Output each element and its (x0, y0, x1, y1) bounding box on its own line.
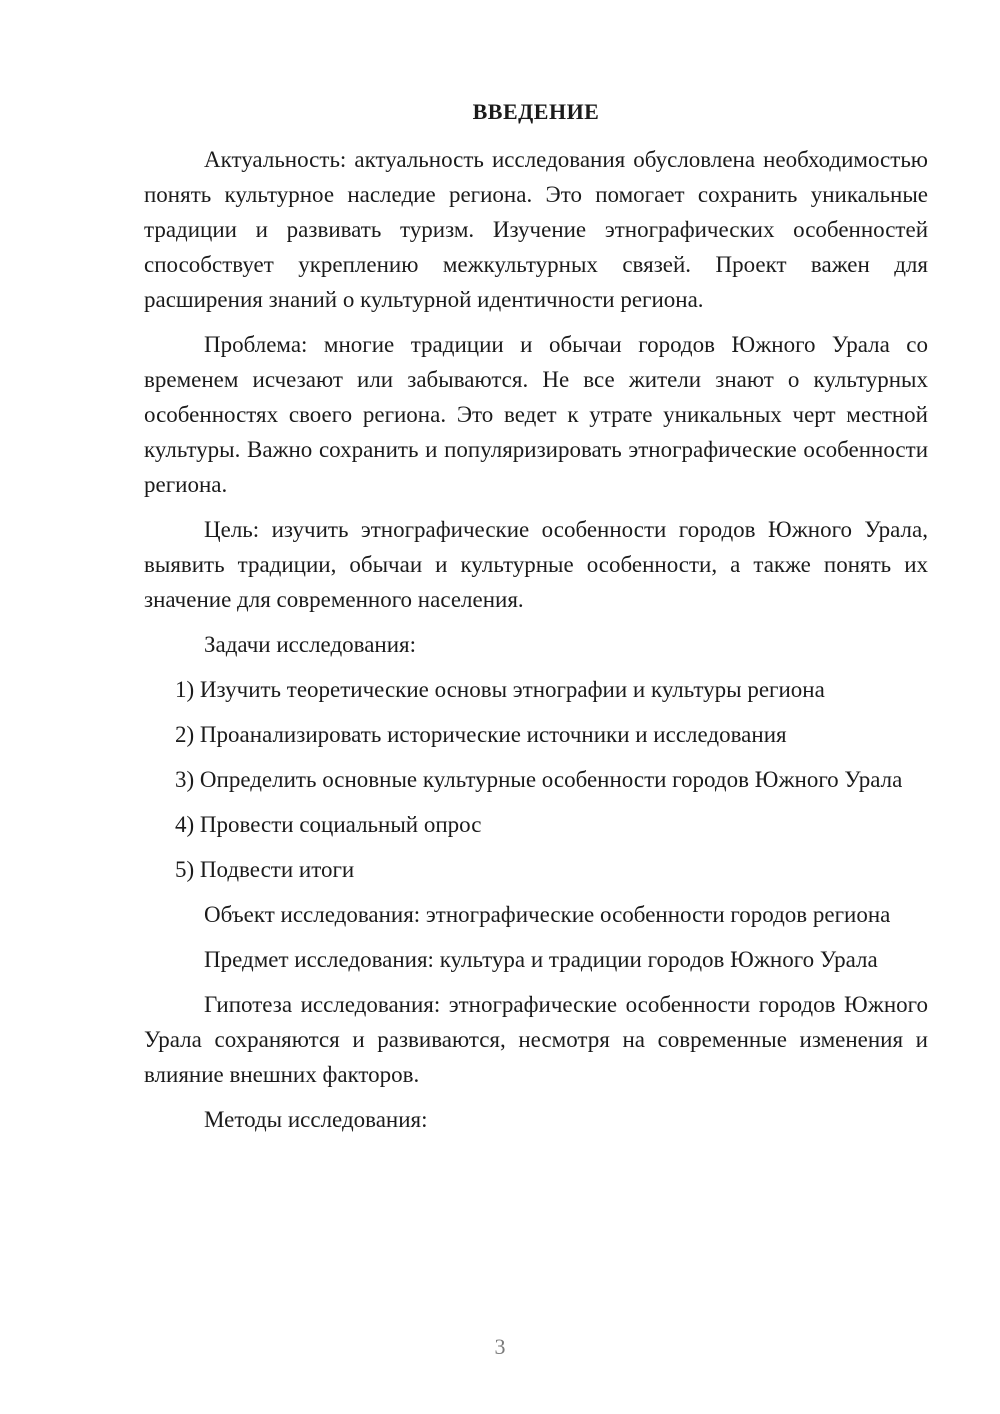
section-title: ВВЕДЕНИЕ (472, 99, 600, 124)
tasks-list (144, 672, 928, 887)
tasks-heading: Задачи исследования: (204, 632, 417, 657)
page-content (144, 94, 928, 1147)
paragraph-hypothesis: Гипотеза исследования: этнографические особенности городов Южного Урала сохраняются и развиваются, несмотря на современные изменения и влияние внешних факторов. (144, 992, 928, 1087)
paragraph-problem: Проблема: многие традиции и обычаи городов Южного Урала со временем исчезают или забываются. Не все жители знают о культурных особенностях своего региона. Это ведет к утрате уникальных черт местной культуры. Важно сохранить и популяризировать этнографические особенности региона. (144, 332, 928, 497)
paragraph-relevance: Актуальность: актуальность исследования обусловлена необходимостью понять культурное наследие региона. Это помогает сохранить уникальные традиции и развивать туризм. Изучение этнографических особенностей способствует укреплению межкультурных связей. Проект важен для расширения знаний о культурной идентичности региона. (144, 147, 928, 312)
list-item: 2) Проанализировать исторические источники и исследования (175, 722, 787, 747)
list-item: 4) Провести социальный опрос (175, 812, 482, 837)
paragraph-object: Объект исследования: этнографические особенности городов региона (204, 902, 891, 927)
list-item: 3) Определить основные культурные особенности городов Южного Урала (175, 767, 903, 792)
page-number: 3 (494, 1334, 506, 1359)
list-item: 5) Подвести итоги (175, 857, 355, 882)
paragraph-goal: Цель: изучить этнографические особенности городов Южного Урала, выявить традиции, обычаи и культурные особенности, а также понять их значение для современного населения. (144, 517, 928, 612)
paragraph-subject: Предмет исследования: культура и традиции городов Южного Урала (204, 947, 878, 972)
methods-heading: Методы исследования: (204, 1107, 428, 1132)
list-item: 1) Изучить теоретические основы этнографии и культуры региона (175, 677, 825, 702)
